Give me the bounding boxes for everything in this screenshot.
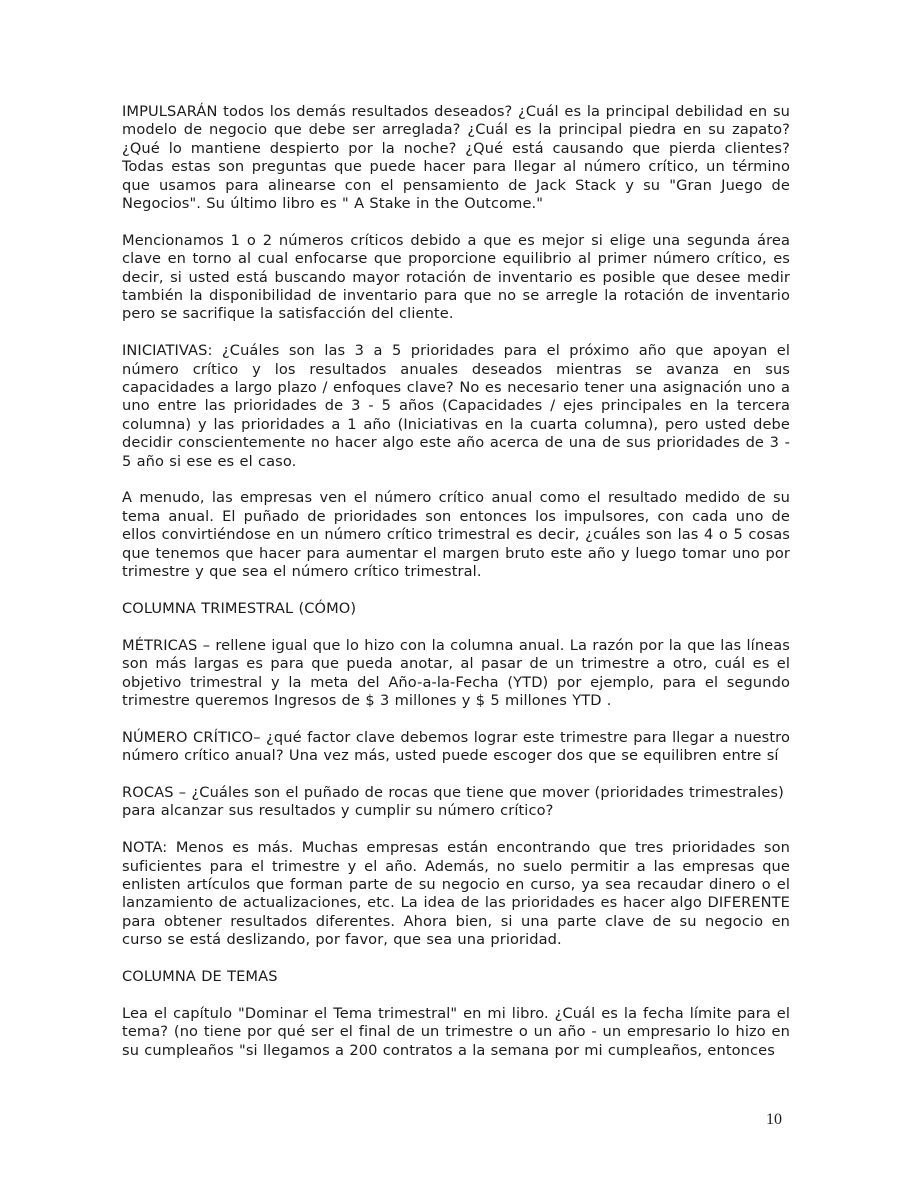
heading-columna-trimestral: COLUMNA TRIMESTRAL (CÓMO) bbox=[122, 599, 357, 617]
paragraph-rocas: ROCAS – ¿Cuáles son el puñado de rocas que tiene que mover (prioridades trimestrales) para alcanzar sus resultados y cumplir su número crítico? bbox=[122, 783, 784, 820]
paragraph-iniciativas: INICIATIVAS: ¿Cuáles son las 3 a 5 prioridades para el próximo año que apoyan el número crítico y los resultados anuales deseados mientras se avanza en sus capacidades a largo plazo / enfoques clave? No es necesario tener una asignación uno a uno entre las prioridades de 3 - 5 años (Capacidades / ejes principales en la tercera columna) y las prioridades a 1 año (Iniciativas en la cuarta columna), pero usted debe decidir conscientemente no hacer algo este año acerca de una de sus prioridades de 3 - 5 año si ese es el caso. bbox=[122, 342, 790, 470]
paragraph-a-menudo: A menudo, las empresas ven el número crítico anual como el resultado medido de su tema anual. El puñado de prioridades son entonces los impulsores, con cada uno de ellos convirtiéndose en un número crítico trimestral es decir, ¿cuáles son las 4 o 5 cosas que tenemos que hacer para aumentar el margen bruto este año y luego tomar uno por trimestre y que sea el número crítico trimestral. bbox=[122, 489, 790, 581]
paragraph-numero-critico: NÚMERO CRÍTICO– ¿qué factor clave debemos lograr este trimestre para llegar a nuestro número crítico anual? Una vez más, usted puede escoger dos que se equilibren entre sí bbox=[122, 728, 790, 765]
page-number: 10 bbox=[766, 1111, 782, 1128]
paragraph-mencionamos: Mencionamos 1 o 2 números críticos debido a que es mejor si elige una segunda área clave en torno al cual enfocarse que proporcione equilibrio al primer número crítico, es decir, si usted está buscando mayor rotación de inventario es posible que desee medir también la disponibilidad de inventario para que no se arregle la rotación de inventario pero se sacrifique la satisfacción del cliente. bbox=[122, 231, 790, 323]
paragraph-impulsaran: IMPULSARÁN todos los demás resultados deseados? ¿Cuál es la principal debilidad en su modelo de negocio que debe ser arreglada? ¿Cuál es la principal piedra en su zapato? ¿Qué lo mantiene despierto por la noche? ¿Qué está causando que pierda clientes? Todas estas son preguntas que puede hacer para llegar al número crítico, un término que usamos para alinearse con el pensamiento de Jack Stack y su "Gran Juego de Negocios". Su último libro es " A Stake in the Outcome." bbox=[122, 103, 790, 213]
paragraph-lea-el-capitulo: Lea el capítulo "Dominar el Tema trimestral" en mi libro. ¿Cuál es la fecha límite para el tema? (no tiene por qué ser el final de un trimestre o un año - un empresario lo hizo en su cumpleaños "si llegamos a 200 contratos a la semana por mi cumpleaños, entonces bbox=[122, 1004, 790, 1059]
paragraph-nota: NOTA: Menos es más. Muchas empresas están encontrando que tres prioridades son suficientes para el trimestre y el año. Además, no suelo permitir a las empresas que enlisten artículos que forman parte de su negocio en curso, ya sea recaudar dinero o el lanzamiento de actualizaciones, etc. La idea de las prioridades es hacer algo DIFERENTE para obtener resultados diferentes. Ahora bien, si una parte clave de su negocio en curso se está deslizando, por favor, que sea una prioridad. bbox=[122, 839, 790, 949]
text-content bbox=[122, 103, 790, 1078]
heading-columna-de-temas: COLUMNA DE TEMAS bbox=[122, 967, 278, 985]
paragraph-metricas: MÉTRICAS – rellene igual que lo hizo con la columna anual. La razón por la que las líneas son más largas es para que pueda anotar, al pasar de un trimestre a otro, cuál es el objetivo trimestral y la meta del Año-a-la-Fecha (YTD) por ejemplo, para el segundo trimestre queremos Ingresos de $ 3 millones y $ 5 millones YTD . bbox=[122, 636, 790, 709]
